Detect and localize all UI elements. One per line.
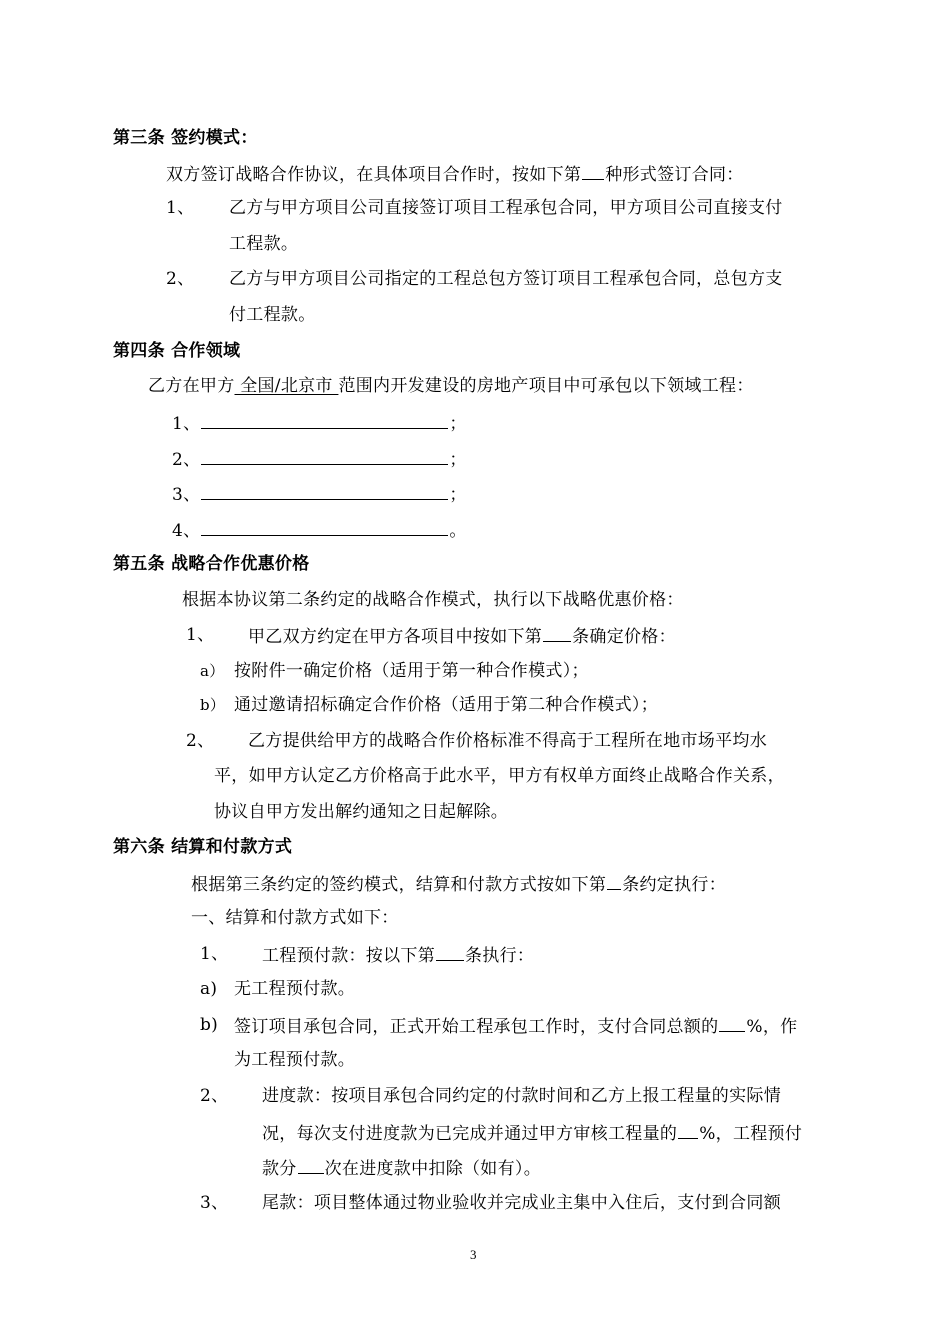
article-5-item-2-line-1: 乙方提供给甲方的战略合作价格标准不得高于工程所在地市场平均水 <box>248 731 767 751</box>
option-b-marker: b） <box>200 696 226 714</box>
article-3-item-1-number: 1、 <box>166 198 195 218</box>
article-5-item-1-number: 1、 <box>186 625 215 645</box>
item-text-end: %，工程预付 <box>699 1124 803 1144</box>
payment-b-line-1 <box>234 1014 797 1038</box>
payment-2-line-2 <box>262 1121 802 1145</box>
article-5-item-2-number: 2、 <box>186 731 215 751</box>
field-line-2 <box>172 447 467 471</box>
blank-line <box>543 624 571 642</box>
article-3-intro <box>166 162 744 186</box>
article-3-heading: 第三条 签约模式： <box>113 128 258 148</box>
payment-1-text <box>262 943 534 967</box>
field-line-3 <box>172 482 467 506</box>
blank-line <box>201 482 448 500</box>
item-text-end: 次在进度款中扣除（如有）。 <box>324 1159 542 1179</box>
blank-line <box>201 447 448 465</box>
item-text: 工程预付款：按以下第 <box>262 946 435 966</box>
payment-3-line-1: 尾款：项目整体通过物业验收并完成业主集中入住后，支付到合同额 <box>262 1193 781 1213</box>
scope-value: 全国/北京市 <box>234 376 339 396</box>
line-number: 1、 <box>172 414 201 434</box>
article-5-item-2-line-2: 平，如甲方认定乙方价格高于此水平，甲方有权单方面终止战略合作关系， <box>214 766 785 786</box>
item-text-end: 条确定价格： <box>572 627 676 647</box>
article-6-heading: 第六条 结算和付款方式 <box>113 837 293 857</box>
blank-line <box>201 411 448 429</box>
article-3-item-2-line-2: 付工程款。 <box>229 305 316 325</box>
line-end-punct: ； <box>449 450 467 470</box>
line-end-punct: 。 <box>449 521 467 541</box>
intro-text-end: 范围内开发建设的房地产项目中可承包以下领域工程： <box>338 376 754 396</box>
blank-line <box>582 162 604 180</box>
payment-b-marker: b) <box>200 1015 219 1035</box>
payment-a-text: 无工程预付款。 <box>234 979 356 999</box>
line-end-punct: ； <box>449 414 467 434</box>
payment-2-line-3 <box>262 1156 541 1180</box>
article-3-item-1-line-1: 乙方与甲方项目公司直接签订项目工程承包合同，甲方项目公司直接支付 <box>229 198 783 218</box>
intro-text: 双方签订战略合作协议，在具体项目合作时，按如下第 <box>166 165 582 185</box>
line-number: 4、 <box>172 521 201 541</box>
blank-line <box>298 1156 324 1174</box>
item-text: 签订项目承包合同，正式开始工程承包工作时，支付合同总额的 <box>234 1017 719 1037</box>
article-4-intro <box>148 375 754 397</box>
page-number: 3 <box>470 1247 477 1262</box>
blank-line <box>678 1121 698 1139</box>
option-a-text: 按附件一确定价格（适用于第一种合作模式）； <box>234 661 589 681</box>
article-4-heading: 第四条 合作领域 <box>113 341 241 361</box>
payment-2-line-1: 进度款：按项目承包合同约定的付款时间和乙方上报工程量的实际情 <box>262 1086 781 1106</box>
article-5-item-1-text <box>248 624 676 648</box>
blank-line <box>436 943 464 961</box>
item-text-end: 条执行： <box>465 946 535 966</box>
article-6-subheading: 一、结算和付款方式如下： <box>191 908 399 928</box>
item-text-end: %，作 <box>746 1017 798 1037</box>
item-text: 况，每次支付进度款为已完成并通过甲方审核工程量的 <box>262 1124 678 1144</box>
field-line-4 <box>172 518 467 542</box>
intro-text-end: 种形式签订合同： <box>605 165 744 185</box>
article-5-intro: 根据本协议第二条约定的战略合作模式，执行以下战略优惠价格： <box>182 590 684 610</box>
payment-b-line-2: 为工程预付款。 <box>234 1050 356 1070</box>
field-line-1 <box>172 411 467 435</box>
blank-line <box>719 1014 745 1032</box>
article-3-item-2-number: 2、 <box>166 269 195 289</box>
article-6-intro <box>191 872 726 896</box>
blank-line <box>607 872 621 890</box>
payment-3-number: 3、 <box>200 1193 229 1213</box>
line-number: 2、 <box>172 450 201 470</box>
article-3-item-2-line-1: 乙方与甲方项目公司指定的工程总包方签订项目工程承包合同，总包方支 <box>229 269 783 289</box>
line-number: 3、 <box>172 485 201 505</box>
payment-1-number: 1、 <box>200 944 229 964</box>
intro-text: 根据第三条约定的签约模式，结算和付款方式按如下第 <box>191 875 607 895</box>
payment-a-marker: a) <box>200 979 218 999</box>
line-end-punct: ； <box>449 485 467 505</box>
payment-2-number: 2、 <box>200 1086 229 1106</box>
item-text: 甲乙双方约定在甲方各项目中按如下第 <box>248 627 543 647</box>
intro-text-end: 条约定执行： <box>622 875 727 895</box>
article-5-heading: 第五条 战略合作优惠价格 <box>113 554 310 574</box>
option-a-marker: a） <box>200 662 225 680</box>
article-3-item-1-line-2: 工程款。 <box>229 234 299 254</box>
article-5-item-2-line-3: 协议自甲方发出解约通知之日起解除。 <box>214 802 509 822</box>
blank-line <box>201 518 448 536</box>
intro-text: 乙方在甲方 <box>148 376 235 396</box>
option-b-text: 通过邀请招标确定合作价格（适用于第二种合作模式）； <box>234 695 658 715</box>
item-text: 款分 <box>262 1159 297 1179</box>
